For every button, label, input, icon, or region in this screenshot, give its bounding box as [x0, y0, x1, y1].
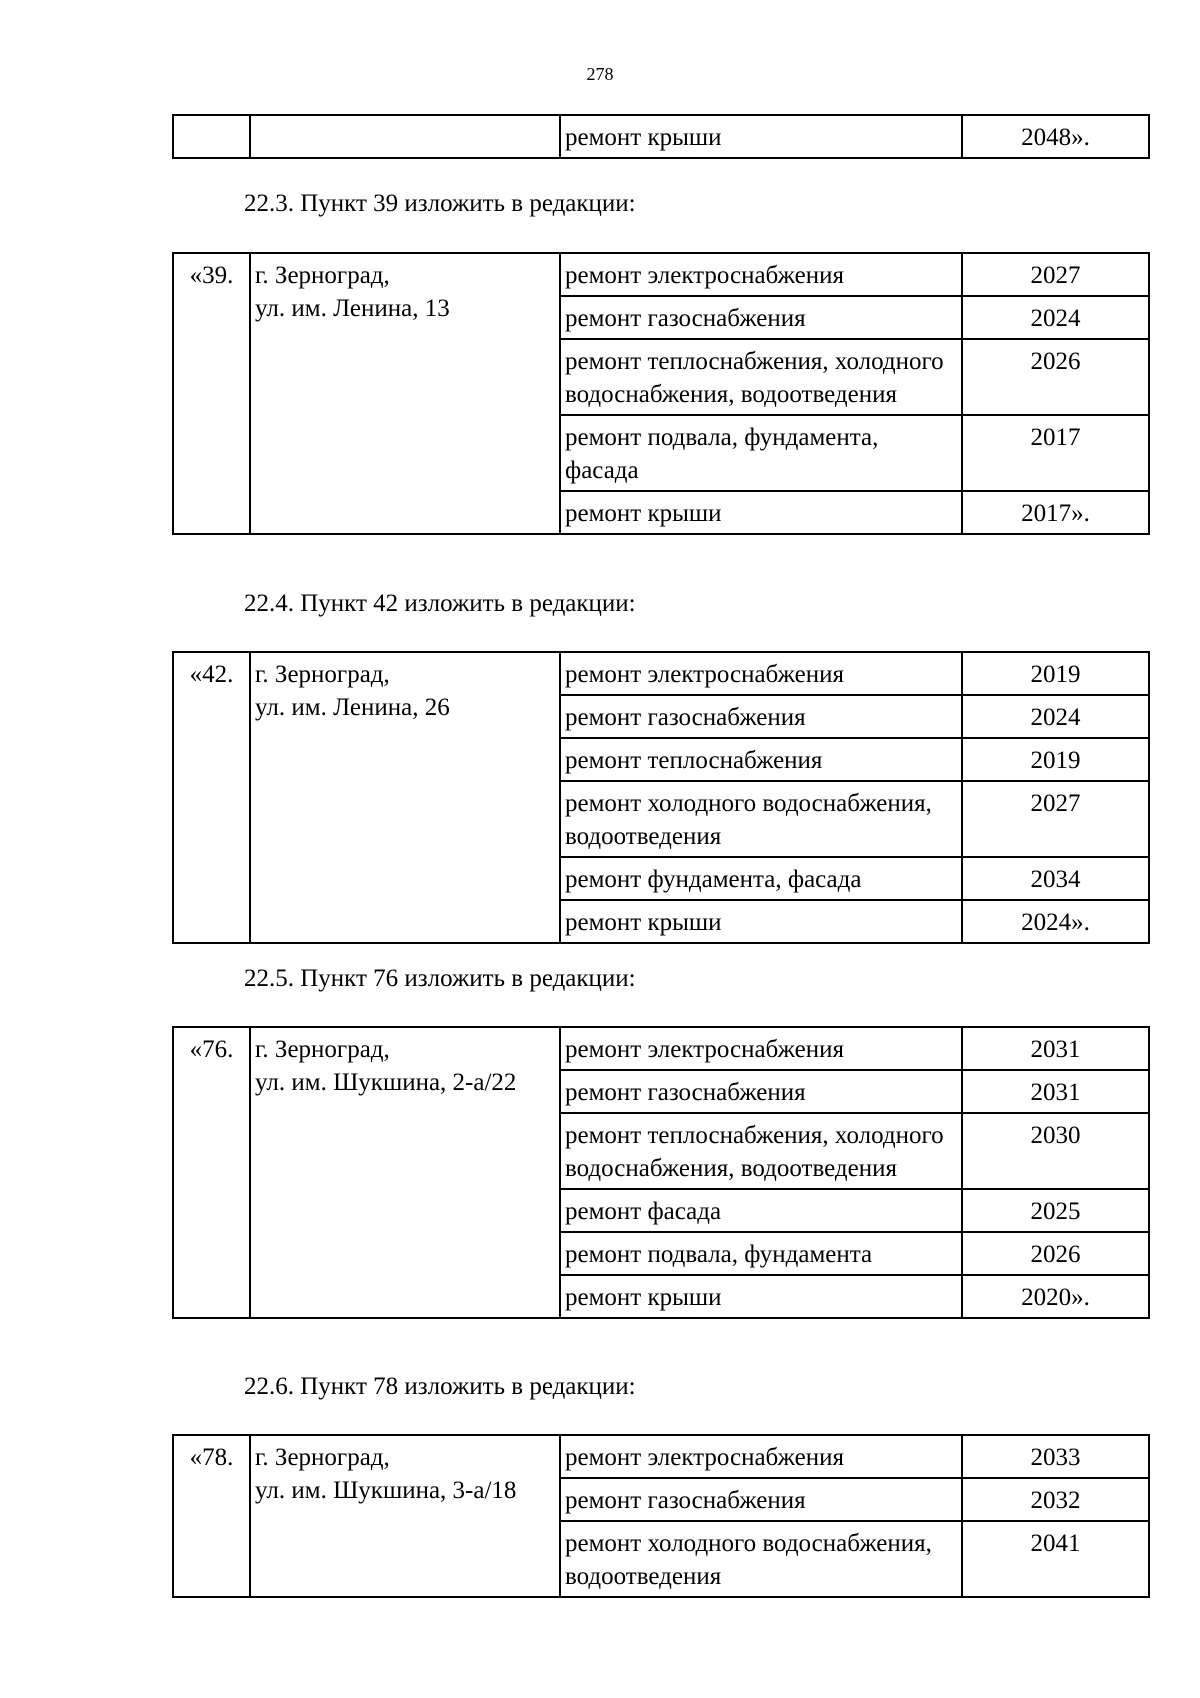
section-heading: 22.3. Пункт 39 изложить в редакции:: [244, 190, 636, 217]
work-cell: ремонт теплоснабжения, холодного водоснабжения, водоотведения: [560, 1113, 962, 1189]
work-cell: ремонт газоснабжения: [560, 296, 962, 339]
work-cell: ремонт газоснабжения: [560, 1478, 962, 1521]
work-cell: ремонт электроснабжения: [560, 253, 962, 296]
table-section-42: [172, 651, 1150, 944]
address-city: г. Зерноград,: [255, 1444, 390, 1471]
year-cell: 2026: [962, 1232, 1149, 1275]
year-cell: 2030: [962, 1113, 1149, 1189]
table-row: [173, 1027, 1149, 1070]
work-cell: ремонт электроснабжения: [560, 652, 962, 695]
num-cell: «78.: [173, 1435, 250, 1597]
work-cell: ремонт теплоснабжения, холодного водоснабжения, водоотведения: [560, 339, 962, 415]
address-city: г. Зерноград,: [255, 1036, 390, 1063]
work-cell: ремонт крыши: [560, 900, 962, 943]
year-cell: 2041: [962, 1521, 1149, 1597]
year-cell: 2024: [962, 296, 1149, 339]
address-cell: [250, 1027, 560, 1318]
section-heading: 22.5. Пункт 76 изложить в редакции:: [244, 965, 636, 992]
section-heading: 22.4. Пункт 42 изложить в редакции:: [244, 590, 636, 617]
address-street: ул. им. Ленина, 13: [255, 295, 450, 322]
page-number: 278: [586, 64, 614, 84]
table-section-76: [172, 1026, 1150, 1319]
work-cell: ремонт электроснабжения: [560, 1027, 962, 1070]
year-cell: 2033: [962, 1435, 1149, 1478]
num-cell: «42.: [173, 652, 250, 943]
table-section-39: [172, 252, 1150, 535]
work-cell: ремонт газоснабжения: [560, 1070, 962, 1113]
num-cell: «39.: [173, 253, 250, 534]
work-cell: ремонт газоснабжения: [560, 695, 962, 738]
year-cell: 2019: [962, 652, 1149, 695]
table-row: [173, 1435, 1149, 1478]
year-cell: 2020».: [962, 1275, 1149, 1318]
table-row: [173, 652, 1149, 695]
address-street: ул. им. Шукшина, 3-а/18: [255, 1477, 517, 1504]
work-cell: ремонт холодного водоснабжения, водоотведения: [560, 781, 962, 857]
year-cell: 2048».: [962, 115, 1149, 158]
address-cell: [250, 1435, 560, 1597]
year-cell: 2031: [962, 1027, 1149, 1070]
work-cell: ремонт крыши: [560, 1275, 962, 1318]
year-cell: 2019: [962, 738, 1149, 781]
address-city: г. Зерноград,: [255, 661, 390, 688]
address-cell: [250, 115, 560, 158]
address-cell: [250, 253, 560, 534]
address-cell: [250, 652, 560, 943]
table-fragment: [172, 114, 1150, 159]
year-cell: 2025: [962, 1189, 1149, 1232]
year-cell: 2026: [962, 339, 1149, 415]
address-street: ул. им. Ленина, 26: [255, 694, 450, 721]
work-cell: ремонт холодного водоснабжения, водоотведения: [560, 1521, 962, 1597]
year-cell: 2017: [962, 415, 1149, 491]
year-cell: 2031: [962, 1070, 1149, 1113]
year-cell: 2034: [962, 857, 1149, 900]
work-cell: ремонт крыши: [560, 115, 962, 158]
num-cell: [173, 115, 250, 158]
work-cell: ремонт подвала, фундамента: [560, 1232, 962, 1275]
section-heading: 22.6. Пункт 78 изложить в редакции:: [244, 1373, 636, 1400]
year-cell: 2024».: [962, 900, 1149, 943]
table-row: [173, 253, 1149, 296]
year-cell: 2027: [962, 253, 1149, 296]
work-cell: ремонт подвала, фундамента, фасада: [560, 415, 962, 491]
year-cell: 2024: [962, 695, 1149, 738]
num-cell: «76.: [173, 1027, 250, 1318]
year-cell: 2032: [962, 1478, 1149, 1521]
work-cell: ремонт фасада: [560, 1189, 962, 1232]
address-street: ул. им. Шукшина, 2-а/22: [255, 1069, 517, 1096]
work-cell: ремонт фундамента, фасада: [560, 857, 962, 900]
work-cell: ремонт электроснабжения: [560, 1435, 962, 1478]
work-cell: ремонт крыши: [560, 491, 962, 534]
address-city: г. Зерноград,: [255, 262, 390, 289]
table-row: [173, 115, 1149, 158]
table-section-78: [172, 1434, 1150, 1598]
year-cell: 2017».: [962, 491, 1149, 534]
year-cell: 2027: [962, 781, 1149, 857]
work-cell: ремонт теплоснабжения: [560, 738, 962, 781]
